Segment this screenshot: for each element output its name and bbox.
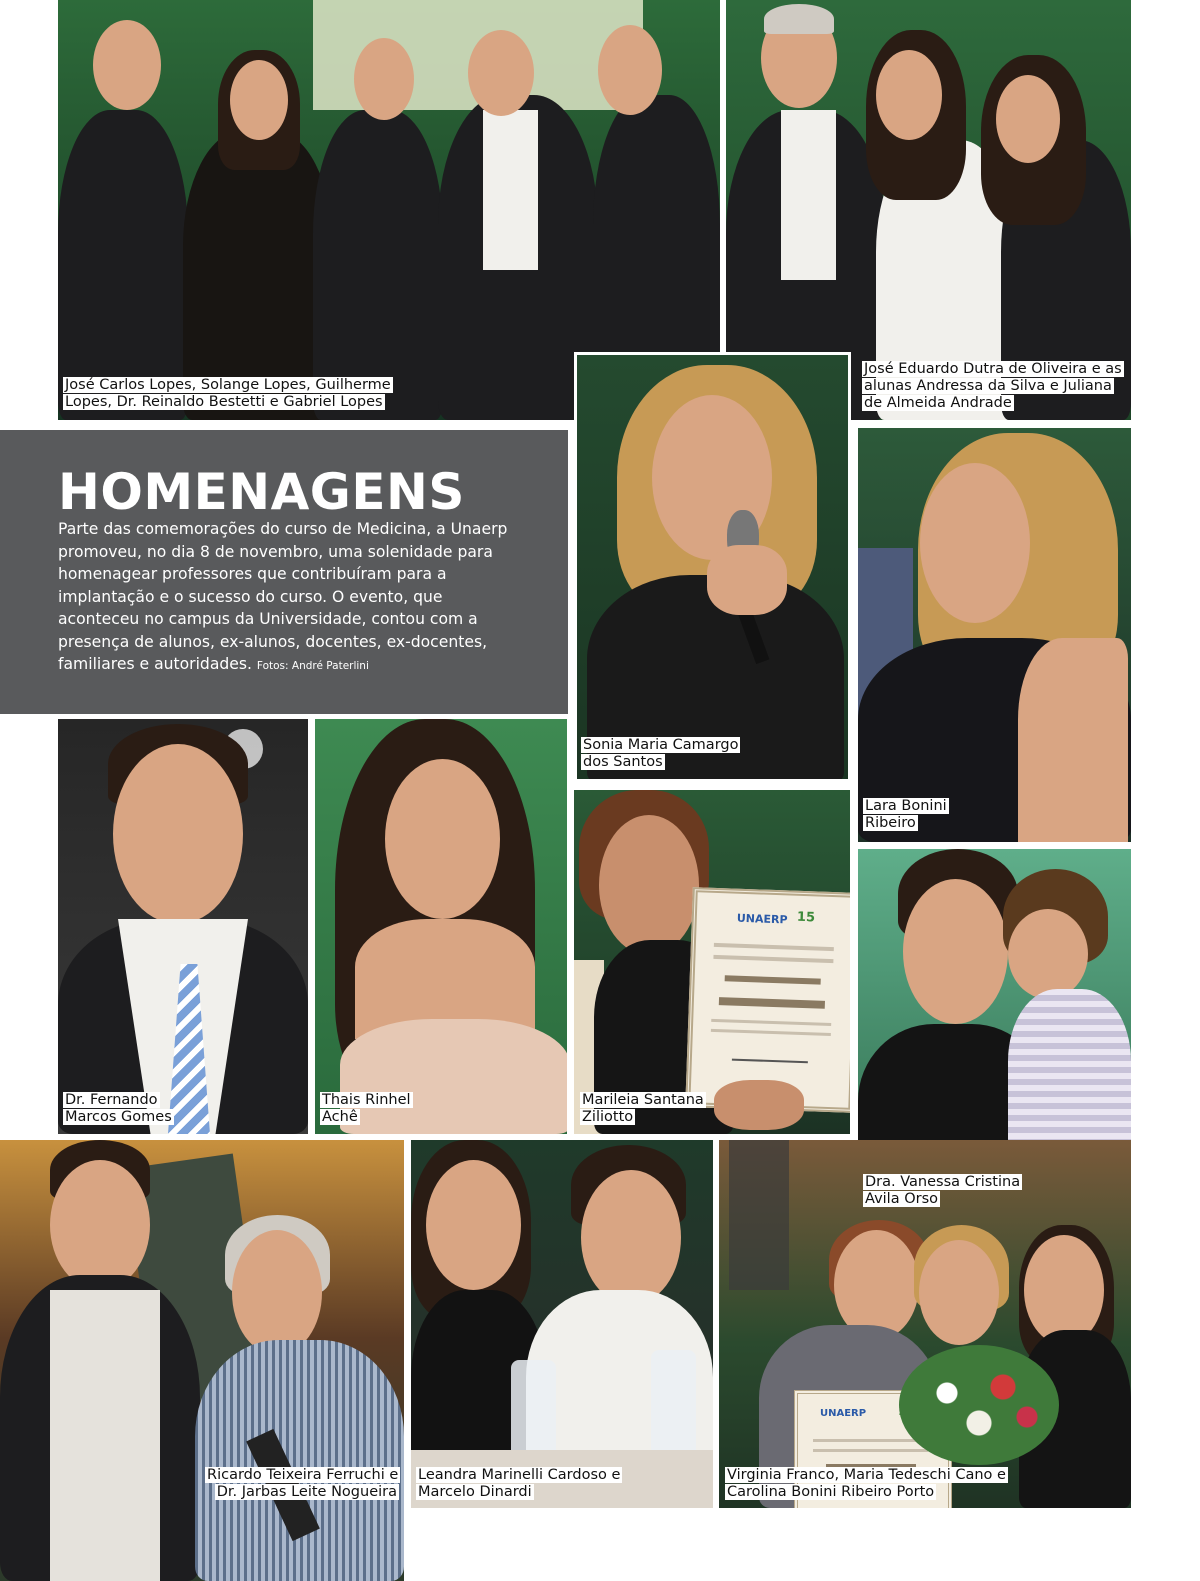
photo-lara-caption: Lara Bonini Ribeiro (865, 798, 947, 831)
photo-marileia-caption: Marileia Santana Ziliotto (582, 1092, 704, 1125)
photo-fernando-gomes (58, 719, 308, 1134)
photo-lara-bonini (858, 428, 1131, 842)
photo-sonia-caption: Sonia Maria Camargo dos Santos (583, 737, 739, 770)
banner-title: HOMENAGENS (58, 463, 465, 521)
homenagens-banner (0, 430, 568, 714)
photo-vanessa-caption: Dra. Vanessa Cristina Avila Orso (865, 1174, 1021, 1207)
photo-group-lopes-caption: José Carlos Lopes, Solange Lopes, Guilherme Lopes, Dr. Reinaldo Bestetti e Gabriel Lopes (65, 377, 391, 410)
photo-thais-caption: Thais Rinhel Achê (322, 1092, 411, 1125)
photo-fernando-caption: Dr. Fernando Marcos Gomes (65, 1092, 172, 1125)
unaerp-logo: UNAERP (820, 1408, 867, 1419)
photo-cardoso-dinardi (411, 1140, 713, 1508)
photo-ferruchi-caption: Ricardo Teixeira Ferruchi e Dr. Jarbas Leite Nogueira (207, 1467, 399, 1500)
photo-cardoso-caption: Leandra Marinelli Cardoso e Marcelo Dinardi (418, 1467, 621, 1500)
photo-credit: Fotos: André Paterlini (256, 660, 369, 672)
photo-franco-caption: Virginia Franco, Maria Tedeschi Cano e Carolina Bonini Ribeiro Porto (727, 1467, 1006, 1500)
photo-dutra-students-caption: José Eduardo Dutra de Oliveira e as alunas Andressa da Silva e Juliana de Almeida Andrade (864, 361, 1122, 411)
unaerp-logo: UNAERP (736, 911, 788, 927)
certificate (685, 887, 850, 1113)
photo-thais-ache (315, 719, 567, 1134)
photo-ferruchi-nogueira (0, 1140, 404, 1581)
photo-marileia-certificate (574, 790, 850, 1134)
banner-text (58, 518, 528, 678)
photo-sonia-microphone (574, 352, 851, 782)
flower-bouquet (899, 1345, 1059, 1465)
anniversary-badge: 15 (796, 909, 816, 926)
banner-body: Parte das comemorações do curso de Medicina, a Unaerp promoveu, no dia 8 de novembro, uma solenidade para homenagear professores que contribuíram para a implantação e o sucesso do curso. O evento, que aconteceu no campus da Universidade, contou com a presença de alunos, ex-alunos, docentes, ex-docentes, familiares e autoridades. (58, 520, 508, 673)
